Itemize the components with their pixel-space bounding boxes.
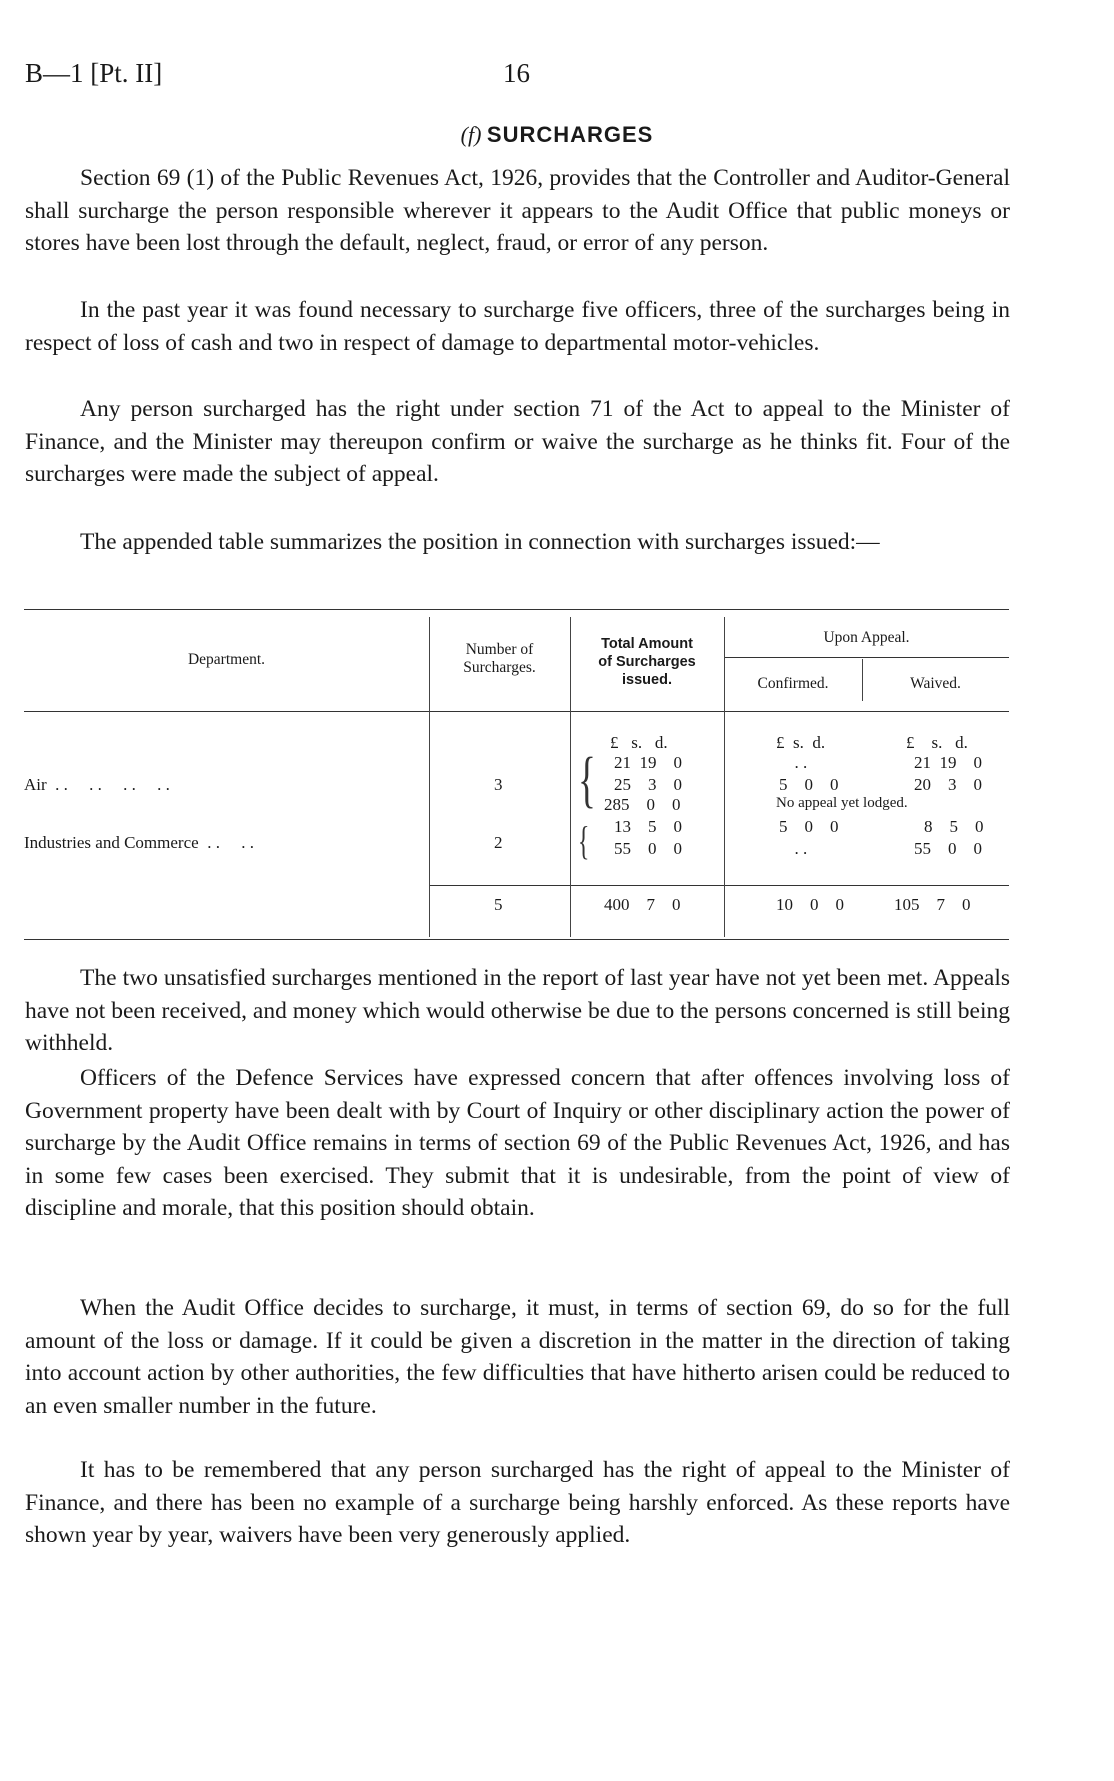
section-marker: (f) (460, 122, 482, 147)
unit-total: £ s. d. (610, 733, 668, 752)
paragraph-right-of-appeal: Any person surcharged has the right under section 71 of the Act to appeal to the Minister of Finance, and the Minister may thereupon confirm or waive the surcharge as he thinks fit. Four of the surcharges were made the subject of appeal. (25, 396, 1010, 487)
confirmed-amount-cell: . . (786, 753, 808, 772)
page-header (25, 58, 1075, 98)
unit-waived: £ s. d. (906, 733, 968, 752)
dot-leader: . . . . (198, 833, 254, 852)
surcharges-table (24, 609, 1009, 939)
header-number-line: Surcharges. (463, 659, 536, 676)
paragraph-section-69: Section 69 (1) of the Public Revenues Act, 1926, provides that the Controller and Auditor-General shall surcharge the person responsible wherever it appears to the Audit Office that public moneys or stores have been lost through the default, neglect, fraud, or error of any person. (25, 165, 1010, 256)
paragraph-harshly-enforced: It has to be remembered that any person surcharged has the right of appeal to the Minister of Finance, and there has been no example of a surcharge being harshly enforced. As these reports have shown year by year, waivers have been very generously applied. (25, 1457, 1010, 1548)
section-heading (0, 122, 1114, 148)
column-divider-upon-appeal (724, 617, 725, 937)
total-amount-cell: 21 19 0 (614, 753, 682, 772)
header-number (429, 641, 570, 677)
section-title: SURCHARGES (486, 122, 654, 147)
total-amount-sum: 400 7 0 (604, 895, 681, 914)
confirmed-amount-cell: 5 0 0 (779, 817, 839, 836)
page-number: 16 (503, 58, 530, 88)
header-total-line: of Surcharges (598, 654, 696, 670)
paragraph-unsatisfied-surcharges: The two unsatisfied surcharges mentioned in the report of last year have not yet been met. Appeals have not been received, and money which would otherwise be due to the persons concerned is still being withheld. (25, 965, 1010, 1056)
header-total-line: Total Amount (601, 636, 693, 652)
department-name (24, 833, 254, 853)
header-total-amount (570, 635, 724, 689)
total-confirmed-sum: 10 0 0 (776, 895, 844, 914)
department-name (24, 775, 170, 795)
document-reference: B—1 [Pt. II] (25, 58, 163, 88)
table-bottom-rule (24, 939, 1009, 940)
dot-leader: . . . . . . . . (46, 775, 170, 794)
confirmed-amount-cell: . . (786, 839, 808, 858)
header-waived: Waived. (910, 675, 961, 692)
total-waived-sum: 105 7 0 (894, 895, 971, 914)
brace-industries-icon: { (577, 818, 590, 863)
waived-amount-cell: 55 0 0 (914, 839, 982, 858)
paragraph-past-year: In the past year it was found necessary to surcharge five officers, three of the surcharges being in respect of loss of cash and two in respect of damage to departmental motor-vehicles. (25, 297, 1010, 356)
total-amount-cell: 25 3 0 (614, 775, 682, 794)
waived-amount-cell: 8 5 0 (924, 817, 984, 836)
paragraph-full-amount: When the Audit Office decides to surcharge, it must, in terms of section 69, do so for the full amount of the loss or damage. If it could be given a discretion in the matter in the direction of taking into account action by other authorities, the few difficulties that have hitherto arisen could be reduced to an even smaller number in the future. (25, 1295, 1010, 1419)
totals-rule (429, 885, 1009, 886)
total-amount-cell: 55 0 0 (614, 839, 682, 858)
confirmed-amount-cell: 5 0 0 (779, 775, 839, 794)
header-confirmed: Confirmed. (757, 675, 829, 692)
count-industries-commerce: 2 (494, 833, 503, 852)
department-industries-commerce: Industries and Commerce (24, 833, 199, 852)
paragraph-table-intro: The appended table summarizes the position in connection with surcharges issued:— (80, 529, 880, 555)
brace-air-icon: { (577, 746, 596, 814)
paragraph-defence-services: Officers of the Defence Services have expressed concern that after offences involving loss of Government property have been dealt with by Court of Inquiry or other disciplinary action the power of surcharge by the Audit Office remains in terms of section 69 of the Public Revenues Act, 1926, and has in some few cases been exercised. They submit that it is undesirable, from the point of view of discipline and morale, that this position should obtain. (25, 1065, 1010, 1221)
waived-amount-cell: 20 3 0 (914, 775, 982, 794)
department-air: Air (24, 775, 47, 794)
header-number-line: Number of (465, 641, 534, 658)
header-total-line: issued. (622, 672, 672, 688)
unit-confirmed: £ s. d. (776, 733, 826, 752)
header-department: Department. (187, 651, 266, 668)
upon-appeal-rule (724, 657, 1009, 658)
header-bottom-rule (24, 711, 1009, 712)
total-amount-cell: 285 0 0 (604, 795, 681, 814)
total-count: 5 (494, 895, 503, 914)
count-air: 3 (494, 775, 503, 794)
no-appeal-note: No appeal yet lodged. (776, 795, 908, 811)
waived-amount-cell: 21 19 0 (914, 753, 982, 772)
table-top-rule (24, 609, 1009, 610)
header-upon-appeal: Upon Appeal. (823, 629, 910, 646)
total-amount-cell: 13 5 0 (614, 817, 682, 836)
